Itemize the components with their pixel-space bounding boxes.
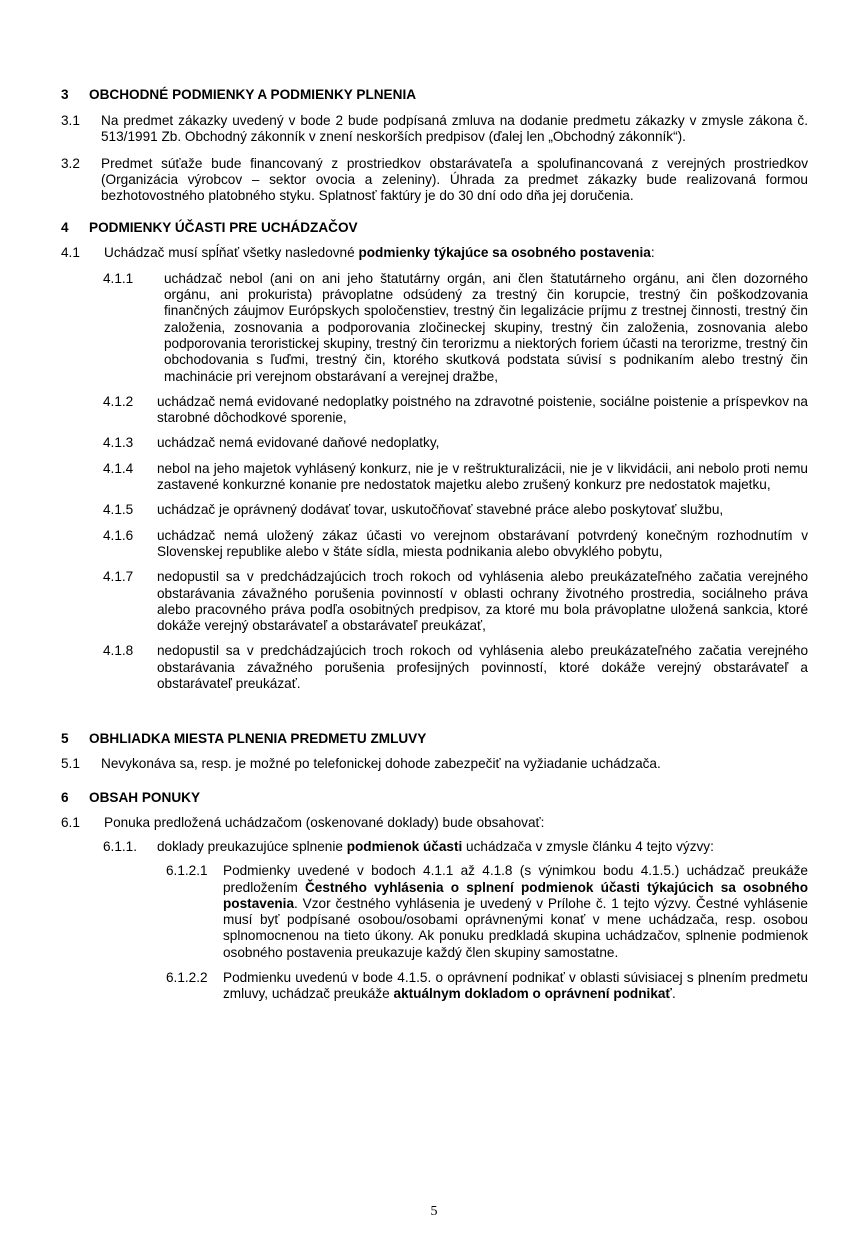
paragraph-number: 4.1.4 (103, 460, 134, 476)
paragraph-text: Uchádzač musí spĺňať všetky nasledovné podmienky týkajúce sa osobného postavenia: (104, 245, 655, 261)
paragraph-5-1 (0, 756, 868, 772)
paragraph-number: 4.1.8 (103, 643, 134, 659)
paragraph-number: 4.1.2 (103, 393, 134, 409)
paragraph-text: uchádzač nemá evidované nedoplatky poistného na zdravotné poistenie, sociálne poistenie a príspevkov na starobné dôchodkové sporenie, (157, 393, 808, 426)
section-3-heading (0, 86, 868, 104)
paragraph-4-1-1 (0, 271, 868, 385)
paragraph-4-1-5 (0, 502, 868, 518)
paragraph-6-1-2-2 (0, 970, 868, 1003)
section-title: PODMIENKY ÚČASTI PRE UCHÁDZAČOV (89, 220, 358, 236)
paragraph-text: doklady preukazujúce splnenie podmienok účasti uchádzača v zmysle článku 4 tejto výzvy: (157, 838, 714, 854)
section-title: OBSAH PONUKY (89, 789, 201, 805)
paragraph-4-1-8 (0, 643, 868, 692)
paragraph-number: 6.1.2.1 (166, 863, 208, 879)
paragraph-4-1-7 (0, 569, 868, 634)
paragraph-text: Nevykonáva sa, resp. je možné po telefonickej dohode zabezpečiť na vyžiadanie uchádzača. (101, 756, 661, 772)
section-5-heading (0, 730, 868, 748)
paragraph-number: 6.1.1. (103, 838, 138, 854)
paragraph-6-1-1 (0, 839, 868, 855)
paragraph-text: nebol na jeho majetok vyhlásený konkurz, nie je v reštrukturalizácii, nie je v likvidácii, ani nebolo proti nemu zastavené konkurzné konanie pre nedostatok majetku alebo zrušený konkurz pre nedostatok majetku, (157, 460, 808, 493)
page-number: 5 (430, 1204, 438, 1219)
paragraph-4-1-2 (0, 394, 868, 427)
section-number: 4 (61, 220, 69, 236)
paragraph-number: 4.1.3 (103, 435, 134, 451)
paragraph-6-1 (0, 815, 868, 831)
section-4-heading (0, 219, 868, 237)
paragraph-number: 6.1 (61, 814, 80, 830)
paragraph-text: uchádzač nemá evidované daňové nedoplatky, (157, 435, 440, 451)
paragraph-number: 4.1.1 (103, 270, 134, 286)
paragraph-4-1-6 (0, 528, 868, 561)
paragraph-number: 5.1 (61, 756, 80, 772)
paragraph-number: 4.1.6 (103, 527, 134, 543)
paragraph-text: Na predmet zákazky uvedený v bode 2 bude podpísaná zmluva na dodanie predmetu zákazky v zmysle zákona č. 513/1991 Zb. Obchodný zákonník v znení neskorších predpisov (ďalej len „Obchodný zákonník“). (101, 113, 808, 145)
paragraph-text: Podmienky uvedené v bodoch 4.1.1 až 4.1.8 (s výnimkou bodu 4.1.5.) uchádzač preukáže predložením Čestného vyhlásenia o splnení podmienok účasti týkajúcich sa osobného postavenia. Vzor čestného vyhlásenia je uvedený v Prílohe č. 1 tejto výzvy. Čestné vyhlásenie musí byť podpísané osobou/osobami oprávnenými konať v mene uchádzača, resp. osobou splnomocnenou na tieto úkony. Ak ponuku predkladá skupina uchádzačov, splnenie podmienok osobného postavenia preukazuje každý člen skupiny samostatne. (223, 863, 808, 960)
section-number: 5 (61, 731, 69, 747)
bold-text: podmienky týkajúce sa osobného postavenia (358, 245, 651, 261)
paragraph-number: 4.1 (61, 245, 80, 261)
section-6-heading (0, 789, 868, 807)
paragraph-text: uchádzač nemá uložený zákaz účasti vo verejnom obstarávaní potvrdený konečným rozhodnutím v Slovenskej republike alebo v štáte sídla, miesta podnikania alebo obvyklého pobytu, (157, 527, 808, 559)
section-title: OBCHODNÉ PODMIENKY A PODMIENKY PLNENIA (89, 87, 417, 102)
paragraph-4-1-4 (0, 461, 868, 494)
paragraph-text: Ponuka predložená uchádzačom (oskenované doklady) bude obsahovať: (104, 814, 545, 830)
paragraph-text: uchádzač je oprávnený dodávať tovar, uskutočňovať stavebné práce alebo poskytovať službu, (157, 502, 724, 518)
paragraph-6-1-2-1 (0, 863, 868, 961)
paragraph-text: Predmet súťaže bude financovaný z prostriedkov obstarávateľa a spolufinancovaná z verejných prostriedkov (Organizácia výrobcov – sektor ovocia a zeleniny). Úhrada za predmet zákazky bude realizovaná formou bezhotovostného platobného styku. Splatnosť faktúry je do 30 dní odo dňa jej doručenia. (101, 155, 808, 204)
paragraph-number: 6.1.2.2 (166, 969, 208, 985)
bold-text: Čestného vyhlásenia o splnení podmienok účasti týkajúcich sa osobného postavenia (223, 879, 808, 911)
paragraph-3-2 (0, 156, 868, 205)
paragraph-number: 3.2 (61, 155, 80, 171)
section-number: 3 (61, 87, 69, 102)
section-title: OBHLIADKA MIESTA PLNENIA PREDMETU ZMLUVY (89, 731, 427, 747)
paragraph-4-1-3 (0, 435, 868, 451)
paragraph-text: nedopustil sa v predchádzajúcich troch rokoch od vyhlásenia alebo preukázateľného začatia verejného obstarávania závažného porušenia profesijných povinností, ktoré dokáže verejný obstarávateľ a obstarávateľ preukázať. (157, 643, 808, 692)
paragraph-3-1 (0, 113, 868, 146)
paragraph-text: nedopustil sa v predchádzajúcich troch rokoch od vyhlásenia alebo preukázateľného začatia verejného obstarávania závažného porušenia povinností v oblasti ochrany životného prostredia, sociálneho práva alebo pracovného práva podľa osobitných predpisov, za ktoré mu bola právoplatne uložená sankcia, ktoré dokáže verejný obstarávateľ a obstarávateľ preukázať, (157, 569, 808, 634)
paragraph-text: Podmienku uvedenú v bode 4.1.5. o oprávnení podnikať v oblasti súvisiacej s plnením predmetu zmluvy, uchádzač preukáže aktuálnym dokladom o oprávnení podnikať. (223, 969, 808, 1002)
paragraph-number: 3.1 (61, 113, 80, 128)
paragraph-text: uchádzač nebol (ani on ani jeho štatutárny orgán, ani člen štatutárneho orgánu, ani člen dozorného orgánu, ani prokurista) právoplatne odsúdený za trestný čin korupcie, trestný čin poškodzovania finančných záujmov Európskych spoločenstiev, trestný čin legalizácie príjmu z trestnej činnosti, trestný čin založenia, zosnovania a podporovania zločineckej skupiny, trestný čin založenia, zosnovania alebo podporovania teroristickej skupiny, trestný čin terorizmu a niektorých foriem účasti na terorizme, trestný čin obchodovania s ľuďmi, trestný čin, ktorého skutková podstata súvisí s podnikaním alebo trestný čin machinácie pri verejnom obstarávaní a verejnej dražbe, (164, 270, 808, 384)
paragraph-number: 4.1.7 (103, 569, 134, 585)
paragraph-4-1 (0, 245, 868, 261)
section-number: 6 (61, 789, 69, 805)
bold-text: aktuálnym dokladom o oprávnení podnikať (393, 986, 672, 1002)
bold-text: podmienok účasti (346, 838, 463, 854)
paragraph-number: 4.1.5 (103, 502, 134, 518)
